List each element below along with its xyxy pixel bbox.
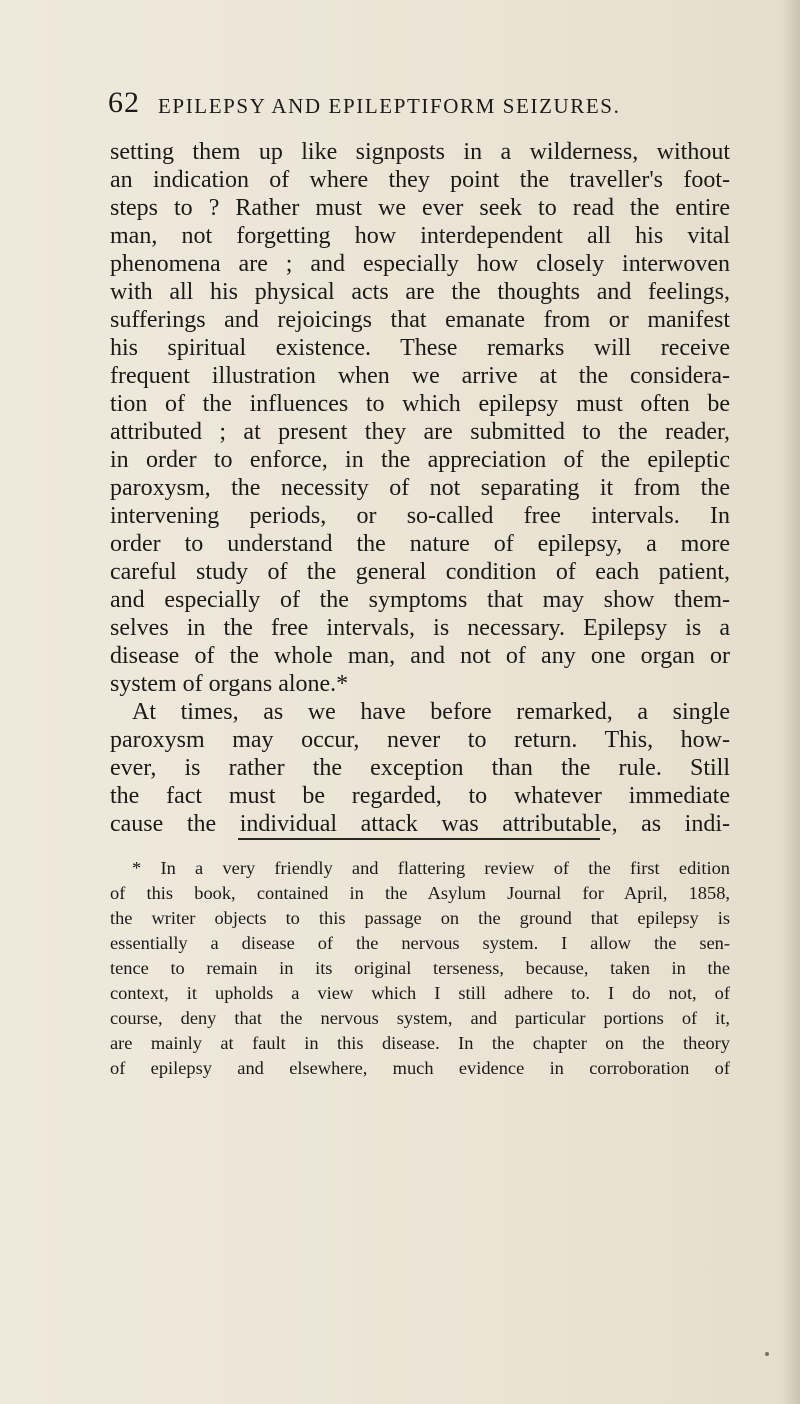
page-edge-shadow [782, 0, 800, 1404]
text-line: cause the individual attack was attributable, as indi- [110, 811, 730, 837]
text-line: with all his physical acts are the thoughts and feelings, [110, 279, 730, 305]
footnote-line: essentially a disease of the nervous system. I allow the sen- [110, 933, 730, 953]
text-line: paroxysm, the necessity of not separating it from the [110, 475, 730, 501]
text-line: frequent illustration when we arrive at the considera- [110, 363, 730, 389]
text-line: in order to enforce, in the appreciation of the epileptic [110, 447, 730, 473]
paper-speck [765, 1352, 769, 1356]
text-line: the fact must be regarded, to whatever immediate [110, 783, 730, 809]
text-line: his spiritual existence. These remarks will receive [110, 335, 730, 361]
text-line: and especially of the symptoms that may show them- [110, 587, 730, 613]
footnote-line: * In a very friendly and flattering review of the first edition [132, 858, 730, 878]
text-line: an indication of where they point the traveller's foot- [110, 167, 730, 193]
text-line: tion of the influences to which epilepsy must often be [110, 391, 730, 417]
page-header [108, 86, 728, 126]
text-line: At times, as we have before remarked, a single [132, 699, 730, 725]
main-text [110, 138, 730, 838]
text-line: intervening periods, or so-called free intervals. In [110, 503, 730, 529]
footnote-line: context, it upholds a view which I still adhere to. I do not, of [110, 983, 730, 1003]
text-line: setting them up like signposts in a wilderness, without [110, 139, 730, 165]
text-line: phenomena are ; and especially how closely interwoven [110, 251, 730, 277]
footnote-rule [238, 838, 600, 840]
text-line: steps to ? Rather must we ever seek to read the entire [110, 195, 730, 221]
text-line: ever, is rather the exception than the rule. Still [110, 755, 730, 781]
footnote-line: of epilepsy and elsewhere, much evidence in corroboration of [110, 1058, 730, 1078]
text-line: attributed ; at present they are submitted to the reader, [110, 419, 730, 445]
page-number: 62 [108, 86, 140, 119]
footnote-line: the writer objects to this passage on the ground that epilepsy is [110, 908, 730, 928]
footnote [110, 856, 730, 1081]
footnote-line: course, deny that the nervous system, and particular portions of it, [110, 1008, 730, 1028]
text-line: selves in the free intervals, is necessary. Epilepsy is a [110, 615, 730, 641]
text-line: man, not forgetting how interdependent all his vital [110, 223, 730, 249]
footnote-line: tence to remain in its original terseness, because, taken in the [110, 958, 730, 978]
text-line: sufferings and rejoicings that emanate from or manifest [110, 307, 730, 333]
footnote-line: are mainly at fault in this disease. In the chapter on the theory [110, 1033, 730, 1053]
running-head: EPILEPSY AND EPILEPTIFORM SEIZURES. [158, 94, 621, 118]
text-line: disease of the whole man, and not of any one organ or [110, 643, 730, 669]
text-line: careful study of the general condition of each patient, [110, 559, 730, 585]
text-line: system of organs alone.* [110, 671, 349, 697]
footnote-line: of this book, contained in the Asylum Journal for April, 1858, [110, 883, 730, 903]
text-line: order to understand the nature of epilepsy, a more [110, 531, 730, 557]
text-line: paroxysm may occur, never to return. This, how- [110, 727, 730, 753]
